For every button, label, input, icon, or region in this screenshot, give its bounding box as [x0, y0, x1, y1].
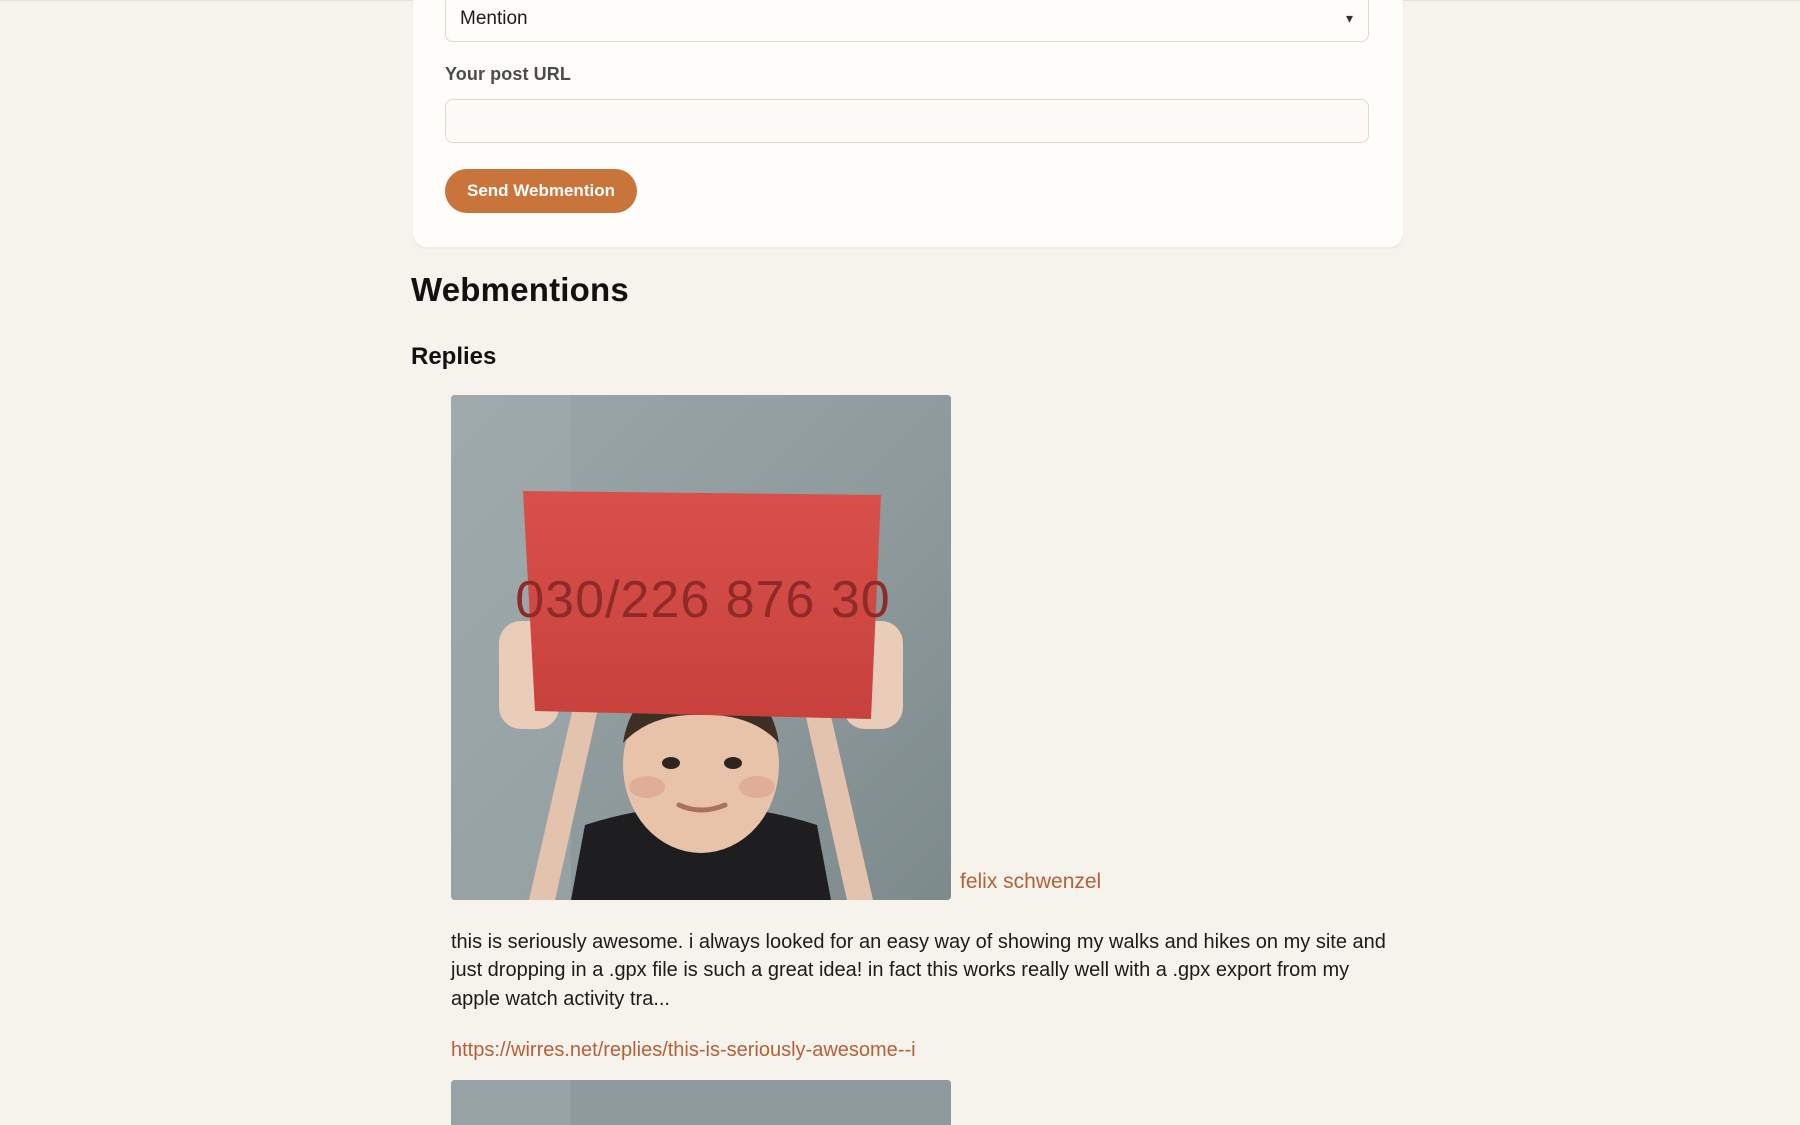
svg-text:030/226 876 30: 030/226 876 30 [515, 571, 891, 629]
post-url-input[interactable] [445, 99, 1369, 143]
chevron-down-icon: ▾ [1345, 10, 1353, 26]
replies-list [411, 395, 1411, 1125]
send-webmention-button[interactable]: Send Webmention [445, 169, 637, 213]
avatar [451, 1080, 951, 1125]
mention-type-select[interactable] [445, 0, 1369, 42]
reply-text: this is seriously awesome. i always looked for an easy way of showing my walks and hikes on my site and just dropping in a .gpx file is such a great idea! in fact this works really well with a .gpx export from my apple watch activity tra... [451, 931, 1386, 1010]
reply-author-row [451, 395, 1411, 900]
list-item [451, 395, 1411, 1125]
replies-heading: Replies [411, 343, 497, 370]
avatar [451, 395, 951, 900]
webmentions-heading: Webmentions [411, 271, 629, 308]
reply-author-link[interactable]: felix schwenzel [960, 870, 1102, 893]
avatar-image [451, 1080, 951, 1125]
mention-type-field[interactable] [445, 0, 1369, 42]
webmention-form-card [413, 0, 1403, 247]
post-url-label: Your post URL [445, 64, 571, 84]
avatar-image [451, 395, 951, 900]
reply-permalink[interactable]: https://wirres.net/replies/this-is-seriously-awesome--i [451, 1039, 916, 1062]
